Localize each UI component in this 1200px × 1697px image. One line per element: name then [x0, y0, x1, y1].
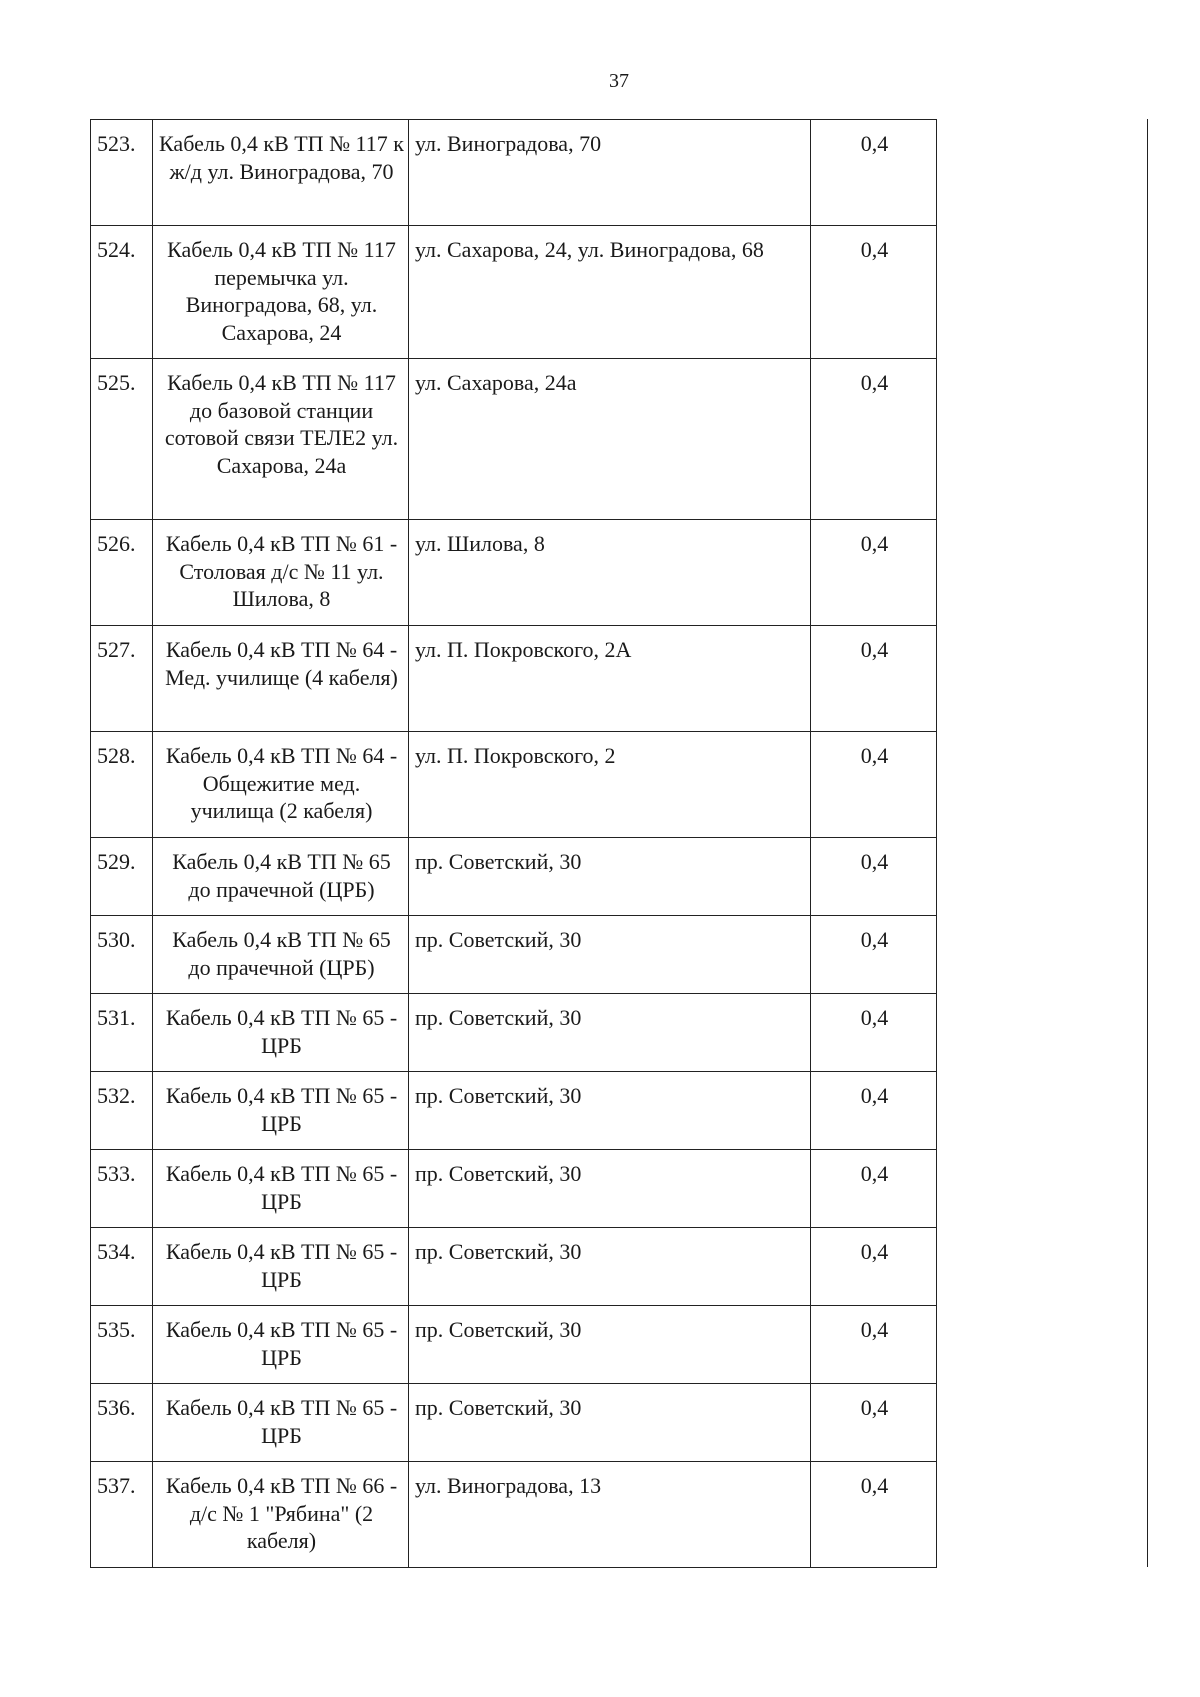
cable-address: пр. Советский, 30: [409, 1306, 811, 1384]
cable-name: Кабель 0,4 кВ ТП № 65 - ЦРБ: [153, 1072, 409, 1150]
cable-address: ул. П. Покровского, 2А: [409, 626, 811, 732]
cable-name: Кабель 0,4 кВ ТП № 65 до прачечной (ЦРБ): [153, 916, 409, 994]
cable-name: Кабель 0,4 кВ ТП № 65 - ЦРБ: [153, 1150, 409, 1228]
cable-name: Кабель 0,4 кВ ТП № 65 - ЦРБ: [153, 994, 409, 1072]
row-number: 528.: [91, 732, 153, 838]
row-number: 530.: [91, 916, 153, 994]
cable-voltage: 0,4: [811, 994, 937, 1072]
row-number: 537.: [91, 1462, 153, 1568]
cable-name: Кабель 0,4 кВ ТП № 65 - ЦРБ: [153, 1384, 409, 1462]
table-row: [91, 1228, 937, 1306]
row-number: 529.: [91, 838, 153, 916]
cable-voltage: 0,4: [811, 1228, 937, 1306]
table-row: [91, 226, 937, 359]
table-row: [91, 916, 937, 994]
page-margin-rule: [1147, 119, 1148, 1567]
cable-address: пр. Советский, 30: [409, 1384, 811, 1462]
cable-name: Кабель 0,4 кВ ТП № 64 - Общежитие мед. училища (2 кабеля): [153, 732, 409, 838]
table-row: [91, 732, 937, 838]
table-row: [91, 1384, 937, 1462]
cable-address: пр. Советский, 30: [409, 838, 811, 916]
cable-voltage: 0,4: [811, 1306, 937, 1384]
cable-voltage: 0,4: [811, 1072, 937, 1150]
table-row: [91, 838, 937, 916]
table-row: [91, 626, 937, 732]
table-row: [91, 994, 937, 1072]
cable-voltage: 0,4: [811, 120, 937, 226]
cable-name: Кабель 0,4 кВ ТП № 117 перемычка ул. Виноградова, 68, ул. Сахарова, 24: [153, 226, 409, 359]
row-number: 534.: [91, 1228, 153, 1306]
cable-voltage: 0,4: [811, 226, 937, 359]
table-row: [91, 1072, 937, 1150]
row-number: 533.: [91, 1150, 153, 1228]
cable-address: ул. Виноградова, 13: [409, 1462, 811, 1568]
table-row: [91, 120, 937, 226]
cable-address: пр. Советский, 30: [409, 916, 811, 994]
cable-address: ул. Сахарова, 24, ул. Виноградова, 68: [409, 226, 811, 359]
cable-voltage: 0,4: [811, 359, 937, 520]
table-row: [91, 1306, 937, 1384]
row-number: 526.: [91, 520, 153, 626]
table-row: [91, 1462, 937, 1568]
cable-name: Кабель 0,4 кВ ТП № 64 - Мед. училище (4 кабеля): [153, 626, 409, 732]
cable-address: ул. Виноградова, 70: [409, 120, 811, 226]
cable-address: ул. Сахарова, 24а: [409, 359, 811, 520]
cable-name: Кабель 0,4 кВ ТП № 65 - ЦРБ: [153, 1306, 409, 1384]
cable-voltage: 0,4: [811, 520, 937, 626]
cable-voltage: 0,4: [811, 732, 937, 838]
row-number: 535.: [91, 1306, 153, 1384]
cable-name: Кабель 0,4 кВ ТП № 117 к ж/д ул. Виноградова, 70: [153, 120, 409, 226]
cable-name: Кабель 0,4 кВ ТП № 66 - д/с № 1 "Рябина" (2 кабеля): [153, 1462, 409, 1568]
row-number: 524.: [91, 226, 153, 359]
table-row: [91, 1150, 937, 1228]
row-number: 532.: [91, 1072, 153, 1150]
cable-address: пр. Советский, 30: [409, 1072, 811, 1150]
row-number: 536.: [91, 1384, 153, 1462]
cable-table: [90, 119, 937, 1568]
cable-name: Кабель 0,4 кВ ТП № 61 - Столовая д/с № 11 ул. Шилова, 8: [153, 520, 409, 626]
cable-address: пр. Советский, 30: [409, 994, 811, 1072]
cable-voltage: 0,4: [811, 916, 937, 994]
page-number: 37: [609, 70, 629, 92]
cable-name: Кабель 0,4 кВ ТП № 65 - ЦРБ: [153, 1228, 409, 1306]
cable-voltage: 0,4: [811, 626, 937, 732]
cable-address: пр. Советский, 30: [409, 1150, 811, 1228]
cable-address: ул. Шилова, 8: [409, 520, 811, 626]
row-number: 527.: [91, 626, 153, 732]
cable-voltage: 0,4: [811, 1150, 937, 1228]
row-number: 523.: [91, 120, 153, 226]
cable-voltage: 0,4: [811, 1462, 937, 1568]
cable-address: ул. П. Покровского, 2: [409, 732, 811, 838]
row-number: 531.: [91, 994, 153, 1072]
row-number: 525.: [91, 359, 153, 520]
cable-voltage: 0,4: [811, 838, 937, 916]
cable-voltage: 0,4: [811, 1384, 937, 1462]
cable-name: Кабель 0,4 кВ ТП № 117 до базовой станции сотовой связи ТЕЛЕ2 ул. Сахарова, 24а: [153, 359, 409, 520]
cable-name: Кабель 0,4 кВ ТП № 65 до прачечной (ЦРБ): [153, 838, 409, 916]
table-row: [91, 520, 937, 626]
cable-address: пр. Советский, 30: [409, 1228, 811, 1306]
table-row: [91, 359, 937, 520]
